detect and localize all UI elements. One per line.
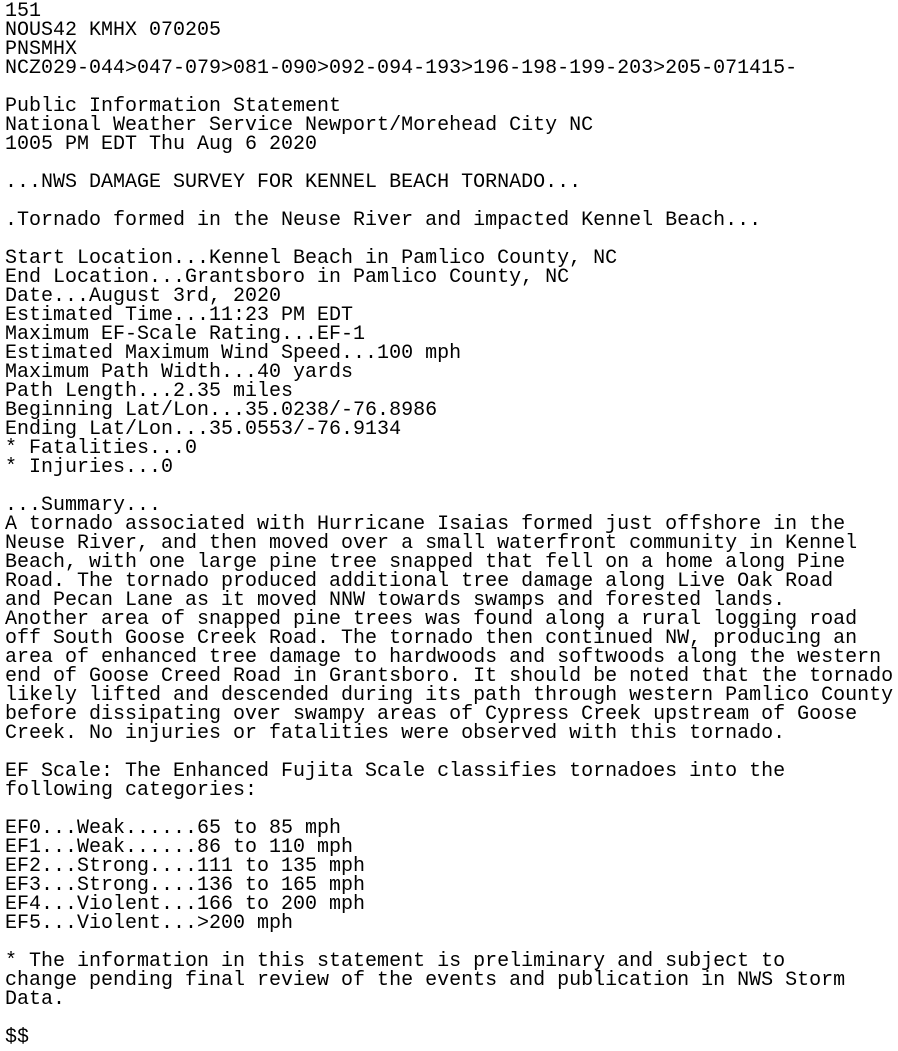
- statement-line: Another area of snapped pine trees was found along a rural logging road: [5, 608, 858, 631]
- statement-line: Path Length...2.35 miles: [5, 380, 294, 403]
- statement-line: EF2...Strong....111 to 135 mph: [5, 855, 366, 878]
- statement-line: 1005 PM EDT Thu Aug 6 2020: [5, 133, 318, 156]
- statement-line: NCZ029-044>047-079>081-090>092-094-193>196-198-199-203>205-071415-: [5, 57, 798, 80]
- statement-line: Start Location...Kennel Beach in Pamlico County, NC: [5, 247, 618, 270]
- statement-line: following categories:: [5, 779, 258, 802]
- statement-line: EF5...Violent...>200 mph: [5, 912, 294, 935]
- statement-line: NOUS42 KMHX 070205: [5, 19, 222, 42]
- statement-line: off South Goose Creek Road. The tornado then continued NW, producing an: [5, 627, 858, 650]
- statement-line: [5, 1009, 898, 1028]
- statement-line: ...Summary...: [5, 494, 162, 517]
- statement-line: * Fatalities...0: [5, 437, 198, 460]
- statement-line: and Pecan Lane as it moved NNW towards swamps and forested lands.: [5, 589, 786, 612]
- statement-line: Estimated Maximum Wind Speed...100 mph: [5, 342, 462, 365]
- statement-line: $$: [5, 1026, 30, 1049]
- statement-line: Estimated Time...11:23 PM EDT: [5, 304, 354, 327]
- statement-line: Creek. No injuries or fatalities were observed with this tornado.: [5, 722, 786, 745]
- statement-line: likely lifted and descended during its path through western Pamlico County: [5, 684, 894, 707]
- statement-line: EF0...Weak......65 to 85 mph: [5, 817, 342, 840]
- statement-line: EF1...Weak......86 to 110 mph: [5, 836, 354, 859]
- statement-line: EF Scale: The Enhanced Fujita Scale classifies tornadoes into the: [5, 760, 786, 783]
- statement-line: Data.: [5, 988, 66, 1011]
- statement-line: area of enhanced tree damage to hardwoods and softwoods along the western: [5, 646, 882, 669]
- statement-line: before dissipating over swampy areas of Cypress Creek upstream of Goose: [5, 703, 858, 726]
- statement-line: EF4...Violent...166 to 200 mph: [5, 893, 366, 916]
- statement-line: Neuse River, and then moved over a small waterfront community in Kennel: [5, 532, 858, 555]
- statement-line: End Location...Grantsboro in Pamlico County, NC: [5, 266, 570, 289]
- statement-line: ...NWS DAMAGE SURVEY FOR KENNEL BEACH TORNADO...: [5, 171, 582, 194]
- statement-line: Public Information Statement: [5, 95, 342, 118]
- statement-line: Beginning Lat/Lon...35.0238/-76.8986: [5, 399, 438, 422]
- statement-line: A tornado associated with Hurricane Isaias formed just offshore in the: [5, 513, 846, 536]
- statement-line: National Weather Service Newport/Morehead City NC: [5, 114, 594, 137]
- statement-line: Beach, with one large pine tree snapped that fell on a home along Pine: [5, 551, 846, 574]
- statement-line: PNSMHX: [5, 38, 78, 61]
- statement-line: .Tornado formed in the Neuse River and impacted Kennel Beach...: [5, 209, 762, 232]
- statement-line: 151: [5, 0, 42, 23]
- statement-line: EF3...Strong....136 to 165 mph: [5, 874, 366, 897]
- statement-line: Road. The tornado produced additional tree damage along Live Oak Road: [5, 570, 834, 593]
- statement-line: Maximum Path Width...40 yards: [5, 361, 354, 384]
- statement-line: Date...August 3rd, 2020: [5, 285, 282, 308]
- statement-line: Maximum EF-Scale Rating...EF-1: [5, 323, 366, 346]
- statement-line: * The information in this statement is preliminary and subject to: [5, 950, 786, 973]
- statement-line: change pending final review of the events and publication in NWS Storm: [5, 969, 846, 992]
- statement-line: end of Goose Creed Road in Grantsboro. It should be noted that the tornado: [5, 665, 894, 688]
- statement-line: * Injuries...0: [5, 456, 174, 479]
- statement-line: Ending Lat/Lon...35.0553/-76.9134: [5, 418, 402, 441]
